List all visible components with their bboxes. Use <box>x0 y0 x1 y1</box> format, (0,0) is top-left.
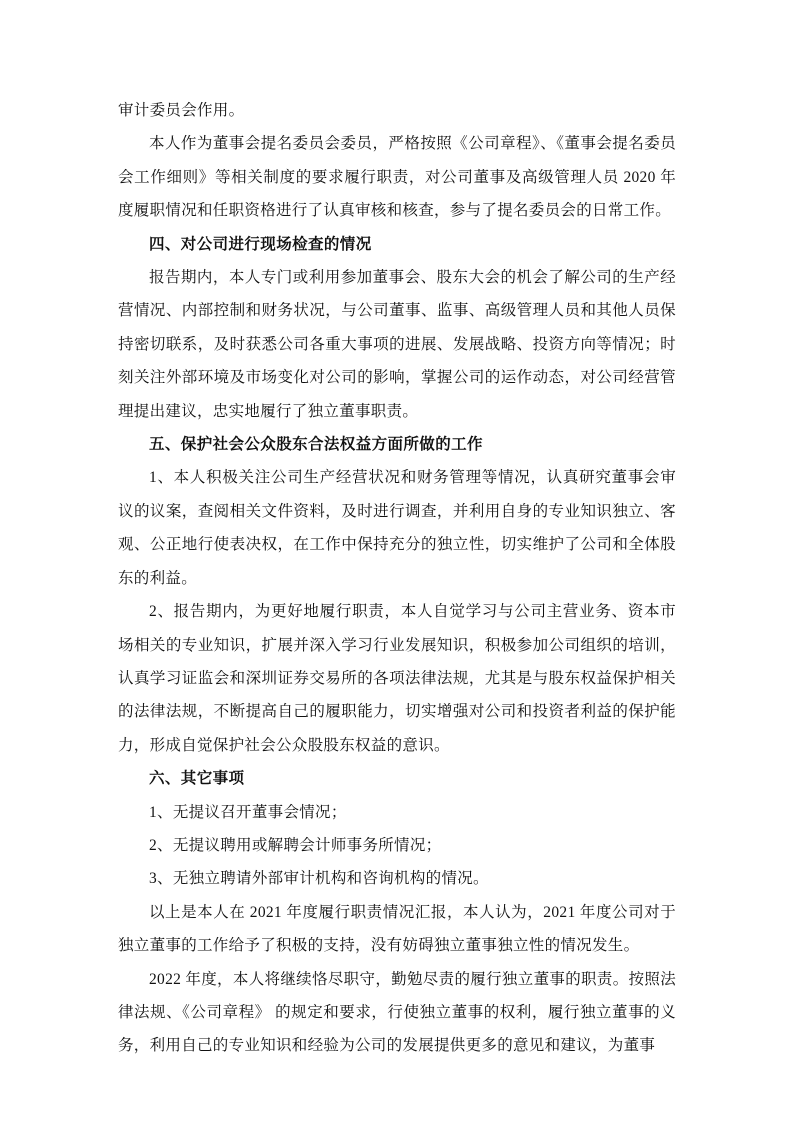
paragraph-other-matters-item-3: 3、无独立聘请外部审计机构和咨询机构的情况。 <box>149 870 489 888</box>
paragraph-summary-2021: 以上是本人在 2021 年度履行职责情况汇报，本人认为，2021 年度公司对于独立董事的工作给予了积极的支持，没有妨碍独立董事独立性的情况发生。 <box>118 903 676 955</box>
paragraph-other-matters-item-2: 2、无提议聘用或解聘会计师事务所情况； <box>149 836 442 854</box>
paragraph-shareholder-rights-item-1: 1、本人积极关注公司生产经营状况和财务管理等情况，认真研究董事会审议的议案，查阅相关文件资料，及时进行调查，并利用自身的专业知识独立、客观、公正地行使表决权，在工作中保持充分的独立性，切实维护了公司和全体股东的利益。 <box>118 469 676 587</box>
paragraph-continuation: 审计委员会作用。 <box>118 102 245 119</box>
paragraph-other-matters-item-1: 1、无提议召开董事会情况； <box>149 803 347 821</box>
paragraph-outlook-2022: 2022 年度，本人将继续恪尽职守，勤勉尽责的履行独立董事的职责。按照法律法规、《公司章程》 的规定和要求，行使独立董事的权利，履行独立董事的义务，利用自己的专业知识和经验为公司的发展提供更多的意见和建议，为董事 <box>118 970 676 1055</box>
section-heading-5-shareholder-rights: 五、保护社会公众股东合法权益方面所做的工作 <box>149 436 483 454</box>
paragraph-nomination-committee: 本人作为董事会提名委员会委员，严格按照《公司章程》、《董事会提名委员会工作细则》等相关制度的要求履行职责，对公司董事及高级管理人员 2020 年度履职情况和任职资格进行了认真审核和核查，参与了提名委员会的日常工作。 <box>118 135 676 220</box>
paragraph-onsite-inspection: 报告期内，本人专门或利用参加董事会、股东大会的机会了解公司的生产经营情况、内部控制和财务状况，与公司董事、监事、高级管理人员和其他人员保持密切联系，及时获悉公司各重大事项的进展、发展战略、投资方向等情况；时刻关注外部环境及市场变化对公司的影响，掌握公司的运作动态，对公司经营管理提出建议，忠实地履行了独立董事职责。 <box>118 269 676 420</box>
paragraph-shareholder-rights-item-2: 2、报告期内，为更好地履行职责，本人自觉学习与公司主营业务、资本市场相关的专业知识，扩展并深入学习行业发展知识，积极参加公司组织的培训，认真学习证监会和深圳证券交易所的各项法律法规，尤其是与股东权益保护相关的法律法规，不断提高自己的履职能力，切实增强对公司和投资者利益的保护能力，形成自觉保护社会公众股股东权益的意识。 <box>118 603 676 754</box>
section-heading-6-other-matters: 六、其它事项 <box>149 770 245 788</box>
section-heading-4-onsite-inspection: 四、对公司进行现场检查的情况 <box>149 235 372 253</box>
